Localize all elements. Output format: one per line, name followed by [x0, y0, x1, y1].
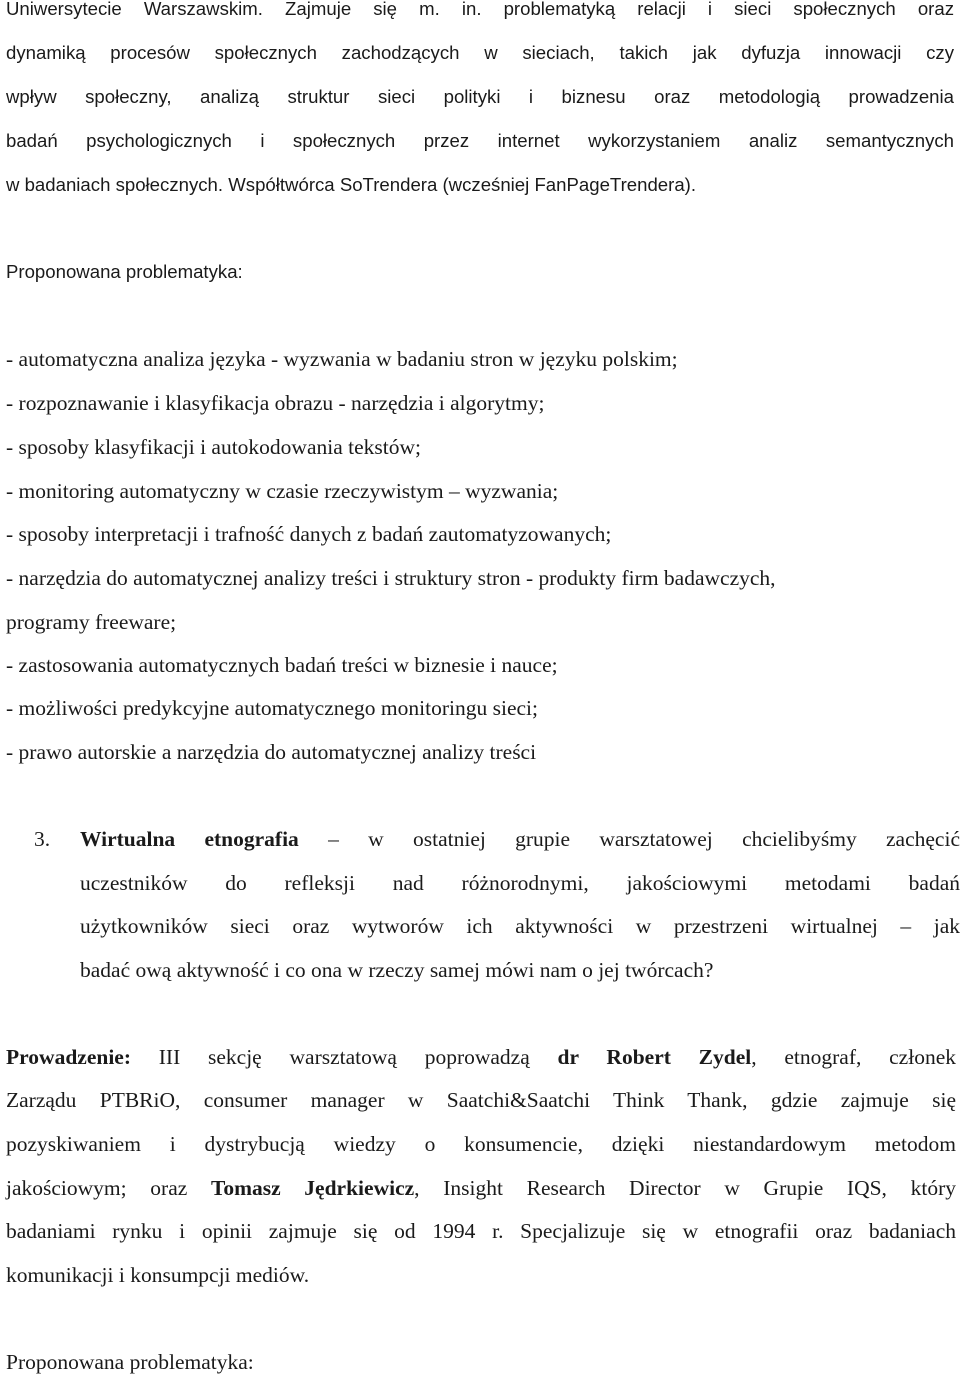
list-item: - sposoby interpretacji i trafność danych z badań zautomatyzowanych;	[6, 522, 612, 546]
section-line: uczestników do refleksji nad różnorodnymi, jakościowymi metodami badań	[80, 871, 960, 895]
leaders-line	[6, 1175, 956, 1201]
leaders-text: , etnograf, członek	[751, 1045, 956, 1069]
list-item: - prawo autorskie a narzędzia do automatycznej analizy treści	[6, 740, 537, 764]
intro-line: Uniwersytecie Warszawskim. Zajmuje się m. in. problematyką relacji i sieci społecznych oraz	[6, 0, 954, 19]
proposed-topics-heading-2: Proponowana problematyka:	[6, 1350, 254, 1374]
section-line	[80, 826, 960, 852]
intro-line: dynamiką procesów społecznych zachodzących w sieciach, takich jak dyfuzja innowacji czy	[6, 42, 954, 63]
proposed-topics-heading: Proponowana problematyka:	[6, 261, 243, 282]
section-title: Wirtualna etnografia	[80, 827, 299, 851]
list-item: programy freeware;	[6, 610, 177, 634]
section-text: – w ostatniej grupie warsztatowej chcielibyśmy zachęcić	[298, 827, 960, 851]
leader-name: dr Robert Zydel	[557, 1045, 752, 1069]
section-line: badać ową aktywność i co ona w rzeczy samej mówi nam o jej twórcach?	[80, 958, 714, 982]
leaders-line: pozyskiwaniem i dystrybucją wiedzy o konsumencie, dzięki niestandardowym metodom	[6, 1132, 956, 1156]
leaders-line: badaniami rynku i opinii zajmuje się od 1994 r. Specjalizuje się w etnografii oraz badaniach	[6, 1219, 956, 1243]
intro-line: w badaniach społecznych. Współtwórca SoTrendera (wcześniej FanPageTrendera).	[6, 174, 697, 195]
list-item: - narzędzia do automatycznej analizy treści i struktury stron - produkty firm badawczych,	[6, 566, 776, 590]
list-item: - automatyczna analiza języka - wyzwania w badaniu stron w języku polskim;	[6, 347, 678, 371]
intro-line: badań psychologicznych i społecznych przez internet wykorzystaniem analiz semantycznych	[6, 130, 954, 151]
section-number: 3.	[34, 827, 51, 851]
leaders-line: Zarządu PTBRiO, consumer manager w Saatchi&Saatchi Think Thank, gdzie zajmuje się	[6, 1088, 956, 1112]
list-item: - sposoby klasyfikacji i autokodowania tekstów;	[6, 435, 421, 459]
intro-line: wpływ społeczny, analizą struktur sieci polityki i biznesu oraz metodologią prowadzenia	[6, 86, 954, 107]
leaders-text: jakościowym; oraz	[6, 1176, 211, 1200]
section-line: użytkowników sieci oraz wytworów ich aktywności w przestrzeni wirtualnej – jak	[80, 914, 960, 938]
list-item: - możliwości predykcyjne automatycznego monitoringu sieci;	[6, 696, 538, 720]
leaders-line: komunikacji i konsumpcji mediów.	[6, 1263, 310, 1287]
leader-name: Tomasz Jędrkiewicz	[210, 1176, 415, 1200]
leaders-line	[6, 1044, 956, 1070]
list-item: - rozpoznawanie i klasyfikacja obrazu - narzędzia i algorytmy;	[6, 391, 545, 415]
leaders-label: Prowadzenie:	[6, 1045, 131, 1069]
leaders-text: III sekcję warsztatową poprowadzą	[131, 1045, 558, 1069]
leaders-text: , Insight Research Director w Grupie IQS, który	[414, 1176, 956, 1200]
list-item: - zastosowania automatycznych badań treści w biznesie i nauce;	[6, 653, 558, 677]
list-item: - monitoring automatyczny w czasie rzeczywistym – wyzwania;	[6, 479, 559, 503]
